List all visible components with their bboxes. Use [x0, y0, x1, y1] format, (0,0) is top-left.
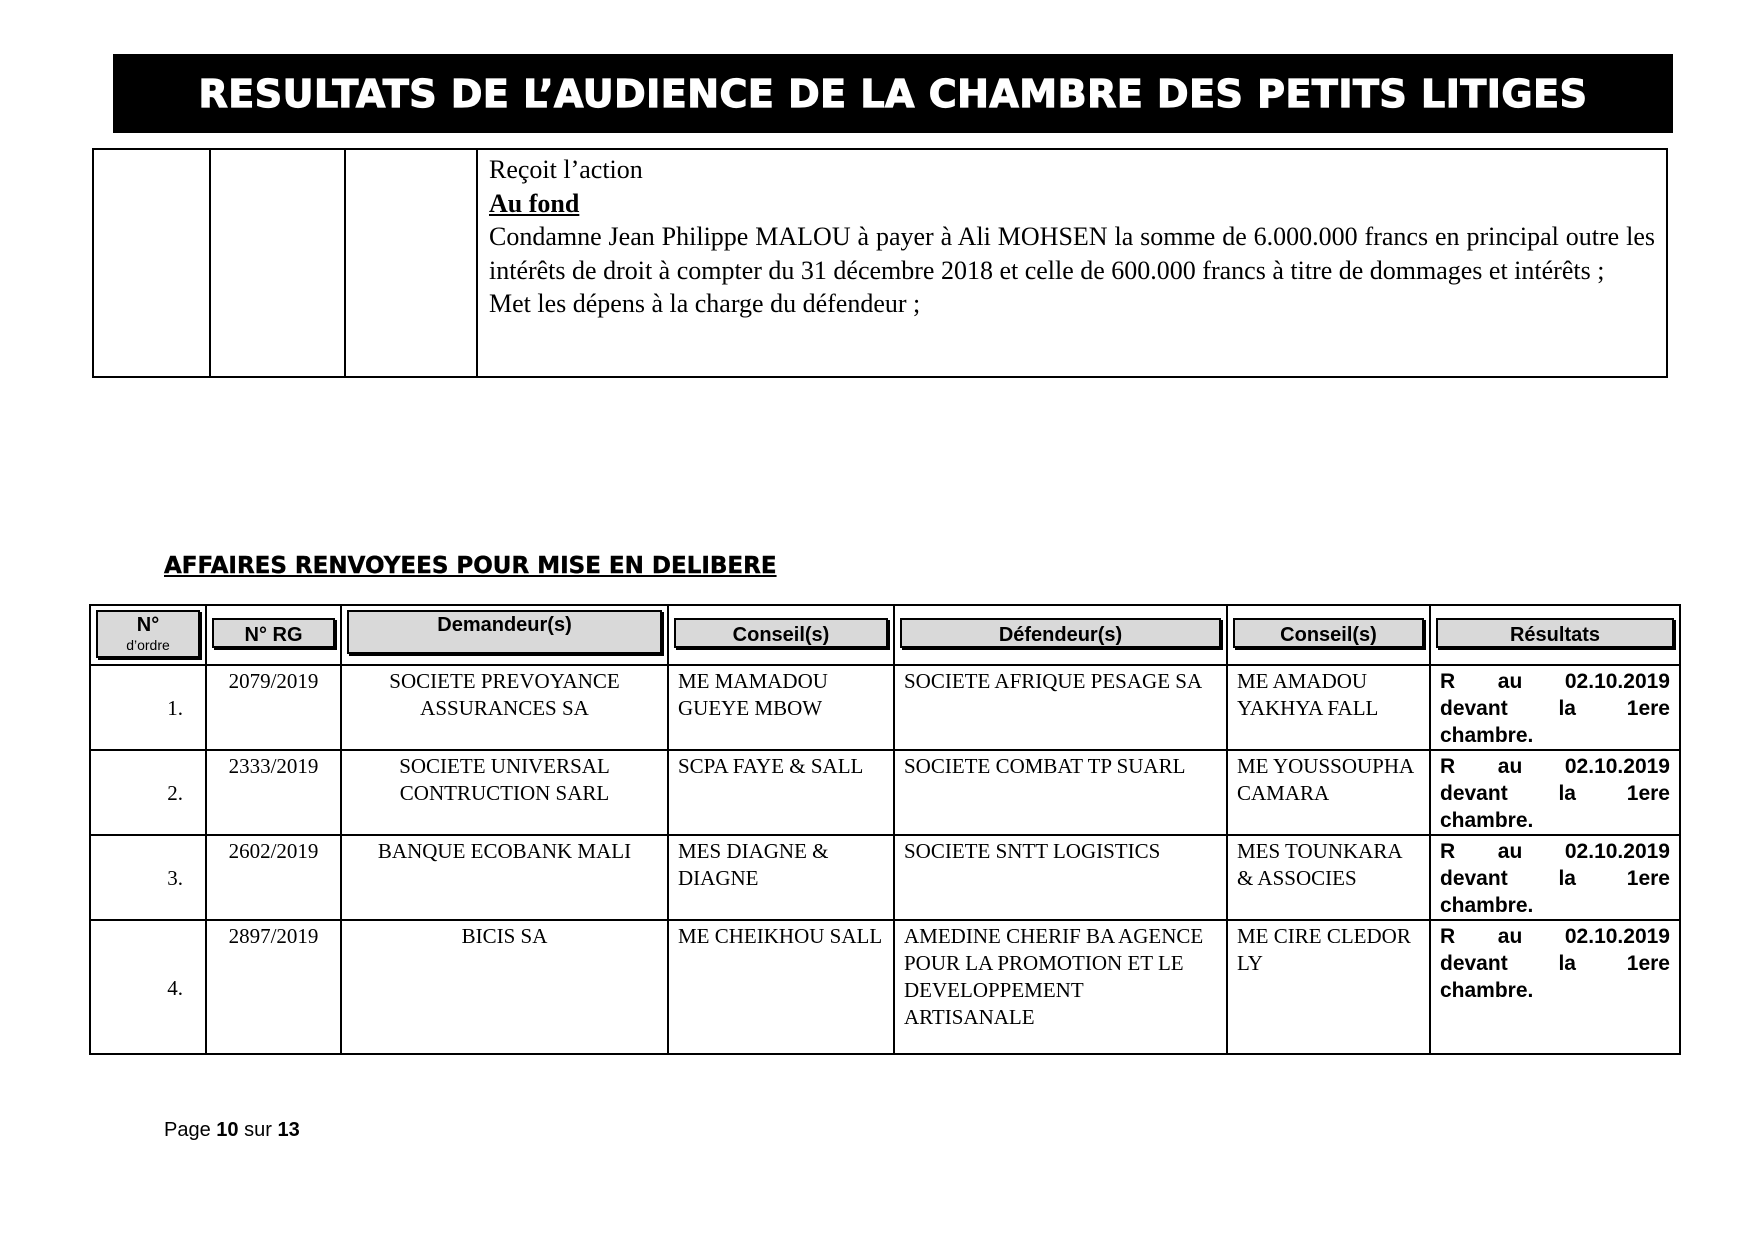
result-la: la	[1558, 867, 1576, 890]
row-counsel2: ME CIRE CLEDOR LY	[1227, 920, 1430, 1054]
result-r: R	[1440, 840, 1456, 863]
result-devant: devant	[1440, 697, 1508, 720]
row-defendant: SOCIETE COMBAT TP SUARL	[894, 750, 1227, 835]
result-date: 02.10.2019	[1564, 755, 1670, 778]
cases-table	[89, 604, 1681, 1055]
result-au: au	[1497, 840, 1523, 863]
row-counsel1: ME MAMADOU GUEYE MBOW	[668, 665, 894, 750]
row-counsel2: ME YOUSSOUPHA CAMARA	[1227, 750, 1430, 835]
judgment-paragraph: Condamne Jean Philippe MALOU à payer à Ali MOHSEN la somme de 6.000.000 francs en principal outre les intérêts de droit à compter du 31 décembre 2018 et celle de 600.000 francs à titre de dommages et intérêts ;	[489, 222, 1655, 285]
row-result	[1430, 835, 1680, 920]
row-counsel2: ME AMADOU YAKHYA FALL	[1227, 665, 1430, 750]
footer-prefix: Page	[164, 1119, 211, 1141]
result-1ere: 1ere	[1626, 697, 1670, 720]
section-title: AFFAIRES RENVOYEES POUR MISE EN DELIBERE	[164, 553, 777, 579]
empty-cell	[210, 149, 345, 377]
empty-cell	[345, 149, 477, 377]
result-date: 02.10.2019	[1564, 670, 1670, 693]
result-au: au	[1497, 925, 1523, 948]
table-row	[90, 750, 1680, 835]
table-row	[90, 835, 1680, 920]
result-la: la	[1558, 697, 1576, 720]
result-date: 02.10.2019	[1564, 840, 1670, 863]
page-footer	[164, 1119, 300, 1142]
header-rg	[206, 605, 341, 665]
result-devant: devant	[1440, 952, 1508, 975]
row-result	[1430, 920, 1680, 1054]
row-number: 4.	[90, 920, 206, 1054]
footer-middle: sur	[244, 1119, 272, 1141]
header-order-top: N°	[136, 614, 160, 636]
header-results	[1430, 605, 1680, 665]
row-plaintiff: BANQUE ECOBANK MALI	[341, 835, 668, 920]
row-rg: 2602/2019	[206, 835, 341, 920]
row-plaintiff: SOCIETE PREVOYANCE ASSURANCES SA	[341, 665, 668, 750]
header-plaintiff	[341, 605, 668, 665]
header-results-label: Résultats	[1436, 618, 1674, 648]
header-plaintiff-label: Demandeur(s)	[347, 610, 662, 654]
result-devant: devant	[1440, 867, 1508, 890]
header-defendant-label: Défendeur(s)	[900, 618, 1221, 648]
row-rg: 2897/2019	[206, 920, 341, 1054]
row-defendant: SOCIETE AFRIQUE PESAGE SA	[894, 665, 1227, 750]
table-row	[90, 920, 1680, 1054]
judgment-costs: Met les dépens à la charge du défendeur ;	[489, 289, 921, 318]
row-rg: 2079/2019	[206, 665, 341, 750]
row-counsel1: ME CHEIKHOU SALL	[668, 920, 894, 1054]
header-counsel1	[668, 605, 894, 665]
header-counsel2	[1227, 605, 1430, 665]
result-chambre: chambre.	[1440, 979, 1534, 1002]
result-chambre: chambre.	[1440, 894, 1534, 917]
row-plaintiff: BICIS SA	[341, 920, 668, 1054]
result-r: R	[1440, 755, 1456, 778]
result-date: 02.10.2019	[1564, 925, 1670, 948]
result-chambre: chambre.	[1440, 724, 1534, 747]
result-au: au	[1497, 755, 1523, 778]
header-order-bottom: d’ordre	[126, 637, 170, 653]
row-defendant: SOCIETE SNTT LOGISTICS	[894, 835, 1227, 920]
header-defendant	[894, 605, 1227, 665]
result-chambre: chambre.	[1440, 809, 1534, 832]
row-number: 3.	[90, 835, 206, 920]
row-counsel2: MES TOUNKARA & ASSOCIES	[1227, 835, 1430, 920]
header-order	[90, 605, 206, 665]
header-counsel2-label: Conseil(s)	[1233, 618, 1424, 648]
table-row	[90, 665, 1680, 750]
result-1ere: 1ere	[1626, 867, 1670, 890]
header-counsel1-label: Conseil(s)	[674, 618, 888, 648]
row-counsel1: MES DIAGNE & DIAGNE	[668, 835, 894, 920]
judgment-heading: Au fond	[489, 188, 580, 218]
judgment-table	[92, 148, 1668, 378]
row-plaintiff: SOCIETE UNIVERSAL CONTRUCTION SARL	[341, 750, 668, 835]
page-banner: RESULTATS DE L’AUDIENCE DE LA CHAMBRE DES PETITS LITIGES	[113, 54, 1673, 133]
row-result	[1430, 750, 1680, 835]
footer-total-pages: 13	[277, 1119, 300, 1141]
row-counsel1: SCPA FAYE & SALL	[668, 750, 894, 835]
row-result	[1430, 665, 1680, 750]
empty-cell	[93, 149, 210, 377]
result-devant: devant	[1440, 782, 1508, 805]
result-r: R	[1440, 925, 1456, 948]
row-number: 2.	[90, 750, 206, 835]
row-defendant: AMEDINE CHERIF BA AGENCE POUR LA PROMOTION ET LE DEVELOPPEMENT ARTISANALE	[894, 920, 1227, 1054]
result-la: la	[1558, 782, 1576, 805]
footer-page-number: 10	[216, 1119, 239, 1141]
result-1ere: 1ere	[1626, 952, 1670, 975]
result-1ere: 1ere	[1626, 782, 1670, 805]
judgment-receives: Reçoit l’action	[489, 155, 643, 184]
row-rg: 2333/2019	[206, 750, 341, 835]
judgment-text	[477, 149, 1667, 377]
result-r: R	[1440, 670, 1456, 693]
result-au: au	[1497, 670, 1523, 693]
header-rg-label: N° RG	[212, 618, 335, 648]
row-number: 1.	[90, 665, 206, 750]
table-header-row	[90, 605, 1680, 665]
result-la: la	[1558, 952, 1576, 975]
